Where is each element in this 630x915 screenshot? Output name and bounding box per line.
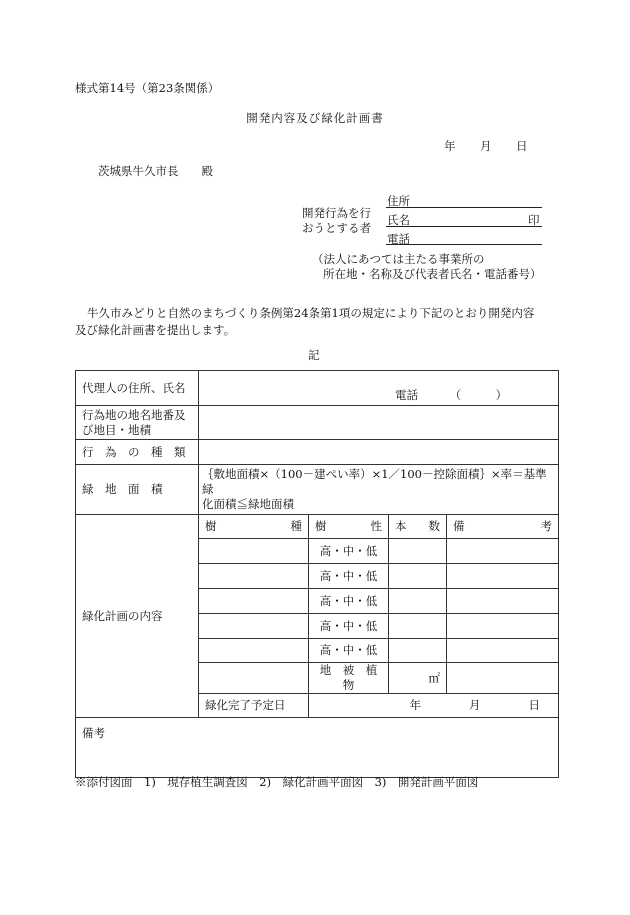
header-nature-1: 樹 xyxy=(315,519,327,533)
body-text-line2: 及び緑化計画書を提出します。 xyxy=(75,323,236,337)
agent-field[interactable] xyxy=(199,371,559,406)
ground-cover-unit: ㎡ xyxy=(428,670,440,685)
tree-remarks-cell[interactable] xyxy=(447,639,559,663)
site-row xyxy=(76,406,559,440)
agent-phone-paren: （ ） xyxy=(449,388,508,402)
header-remarks-1: 備 xyxy=(453,519,465,533)
ground-cover-label: 地 被 植 物 xyxy=(309,663,389,694)
addressee: 茨城県牛久市長 殿 xyxy=(98,164,213,178)
tree-species-cell[interactable] xyxy=(199,589,309,614)
tree-remarks-cell[interactable] xyxy=(447,589,559,614)
tree-nature-cell[interactable]: 高・中・低 xyxy=(309,614,389,639)
applicant-label-line1: 開発行為を行 xyxy=(302,206,371,220)
tree-remarks-cell[interactable] xyxy=(447,614,559,639)
green-area-label: 緑 地 面 積 xyxy=(76,465,199,515)
tree-species-cell[interactable] xyxy=(199,614,309,639)
agent-row xyxy=(76,371,559,406)
attachments-note: ※添付図面 1) 現存植生調査図 2) 緑化計画平面図 3) 開発計画平面図 xyxy=(75,775,479,789)
green-area-formula-line2: 化面積≦緑地面積 xyxy=(202,497,294,511)
ki-mark: 記 xyxy=(308,348,320,362)
tree-count-cell[interactable] xyxy=(389,639,447,663)
remarks-label: 備考 xyxy=(82,726,105,740)
green-area-formula-line1: ｛敷地面積×（100－建ぺい率）×1／100－控除面積｝×率＝基準緑 xyxy=(202,467,547,496)
completion-date-field[interactable] xyxy=(309,694,559,718)
header-remarks-2: 考 xyxy=(540,519,553,533)
document-title: 開発内容及び緑化計画書 xyxy=(246,111,384,125)
application-table xyxy=(75,370,559,778)
corp-note-line2: 所在地・名称及び代表者氏名・電話番号） xyxy=(323,267,542,281)
activity-type-row xyxy=(76,440,559,465)
ground-cover-species-cell[interactable] xyxy=(199,663,309,694)
header-nature xyxy=(309,515,389,539)
agent-phone-label: 電話 xyxy=(395,388,418,402)
site-label xyxy=(76,406,199,440)
site-field[interactable] xyxy=(199,406,559,440)
plan-label: 緑化計画の内容 xyxy=(76,515,199,718)
green-area-row xyxy=(76,465,559,515)
address-label: 住所 xyxy=(387,194,410,208)
tree-remarks-cell[interactable] xyxy=(447,539,559,564)
ground-cover-area-cell[interactable] xyxy=(389,663,447,694)
tree-nature-cell[interactable]: 高・中・低 xyxy=(309,539,389,564)
ground-cover-remarks-cell[interactable] xyxy=(447,663,559,694)
date-year: 年 xyxy=(444,139,456,153)
body-text-line1: 牛久市みどりと自然のまちづくり条例第24条第1項の規定により下記のとおり開発内容 xyxy=(87,306,535,320)
tree-nature-cell[interactable]: 高・中・低 xyxy=(309,589,389,614)
header-count-1: 本 xyxy=(395,519,407,533)
activity-type-field[interactable] xyxy=(199,440,559,465)
tree-count-cell[interactable] xyxy=(389,614,447,639)
site-label-line1: 行為地の地名地番及 xyxy=(82,407,186,422)
name-line xyxy=(386,226,542,227)
tree-count-cell[interactable] xyxy=(389,589,447,614)
phone-line xyxy=(386,244,542,245)
remarks-row xyxy=(76,718,559,778)
tree-count-cell[interactable] xyxy=(389,564,447,589)
activity-type-label: 行 為 の 種 類 xyxy=(76,440,199,465)
tree-species-cell[interactable] xyxy=(199,639,309,663)
green-area-formula xyxy=(199,465,559,515)
header-count xyxy=(389,515,447,539)
seal-mark: 印 xyxy=(528,213,540,227)
remarks-field[interactable] xyxy=(76,718,559,778)
agent-label: 代理人の住所、氏名 xyxy=(76,371,199,406)
tree-species-cell[interactable] xyxy=(199,564,309,589)
completion-year: 年 xyxy=(409,698,422,712)
plan-header-row xyxy=(76,515,559,539)
completion-month: 月 xyxy=(469,698,481,712)
tree-nature-cell[interactable]: 高・中・低 xyxy=(309,639,389,663)
name-label: 氏名 xyxy=(387,213,410,227)
tree-species-cell[interactable] xyxy=(199,539,309,564)
header-species-2: 種 xyxy=(290,519,302,533)
date-day: 日 xyxy=(516,139,528,153)
completion-day: 日 xyxy=(528,698,541,712)
form-number: 様式第14号（第23条関係） xyxy=(75,81,220,95)
applicant-label xyxy=(302,206,371,236)
tree-remarks-cell[interactable] xyxy=(447,564,559,589)
date-month: 月 xyxy=(480,139,492,153)
tree-count-cell[interactable] xyxy=(389,539,447,564)
tree-nature-cell[interactable]: 高・中・低 xyxy=(309,564,389,589)
site-label-line2: び地目・地積 xyxy=(82,422,151,437)
header-nature-2: 性 xyxy=(370,519,382,533)
phone-label: 電話 xyxy=(387,232,410,246)
header-remarks xyxy=(447,515,559,539)
header-count-2: 数 xyxy=(428,519,440,533)
applicant-label-line2: おうとする者 xyxy=(302,221,371,235)
header-species-1: 樹 xyxy=(205,519,217,533)
completion-label: 緑化完了予定日 xyxy=(199,694,309,718)
header-species xyxy=(199,515,309,539)
corp-note-line1: （法人にあつては主たる事業所の xyxy=(312,252,485,266)
address-line xyxy=(386,207,542,208)
